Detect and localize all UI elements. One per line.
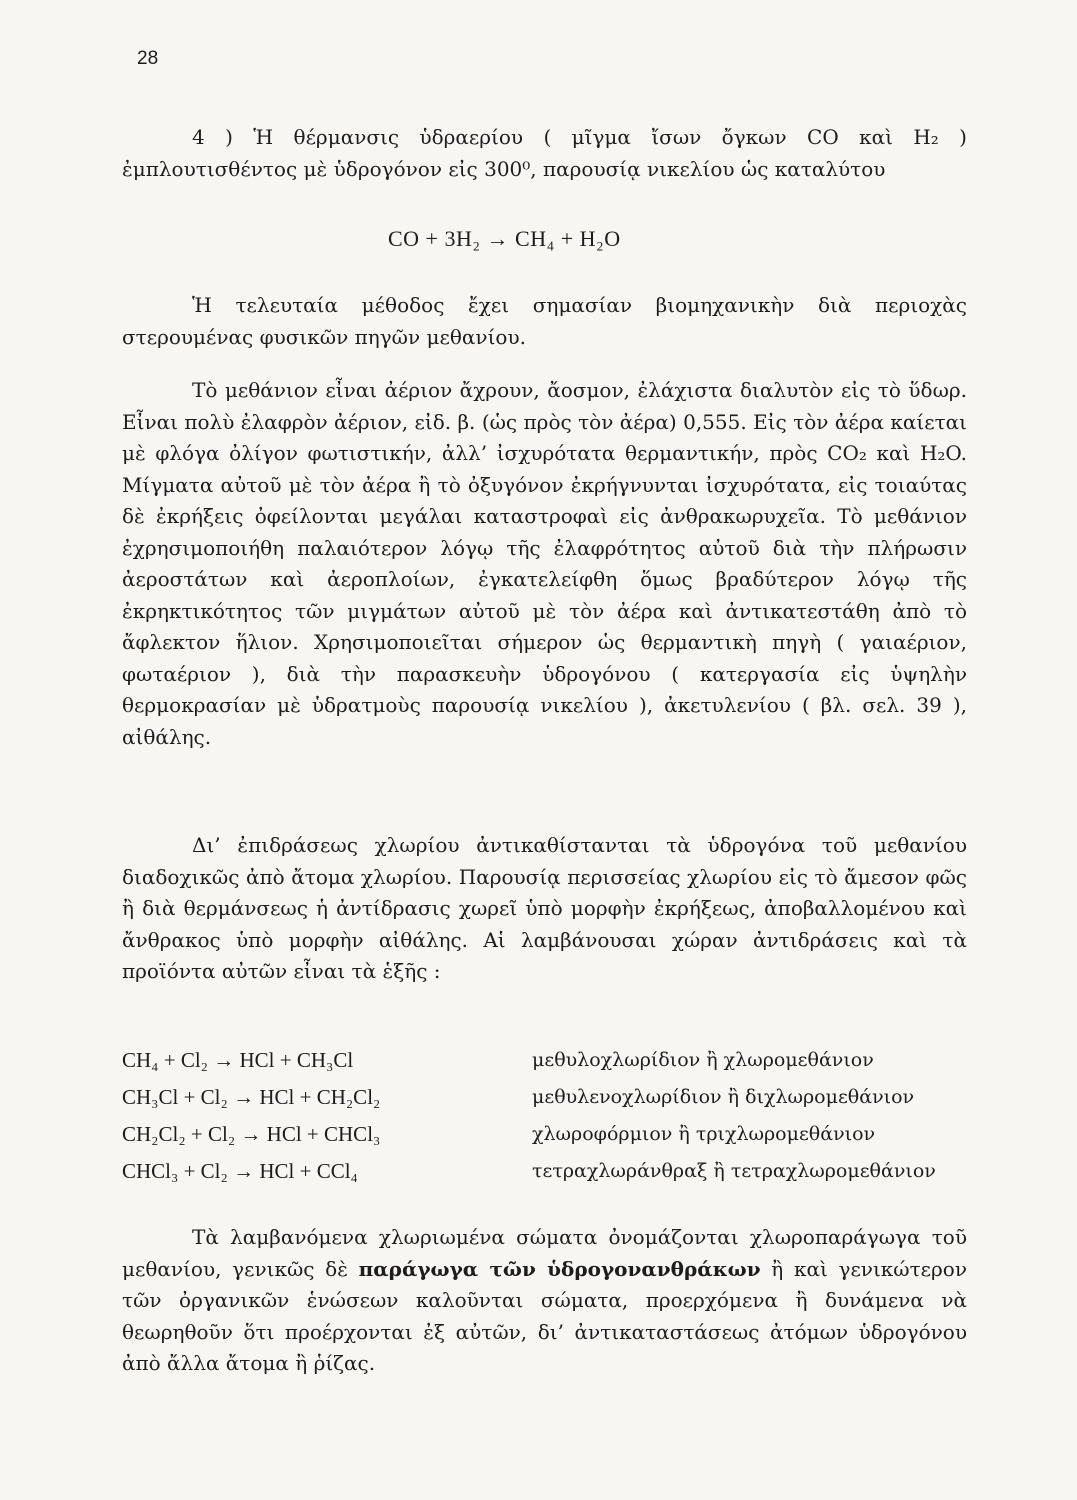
paragraph-text: Τὸ μεθάνιον εἶναι ἀέριον ἄχρουν, ἄοσμον, ἐλάχιστα διαλυτὸν εἰς τὸ ὕδωρ. Εἶναι πολὺ ἐλαφρὸν ἀέριον, εἰδ. β. (ὡς πρὸς τὸν ἀέρα) 0,555. Εἰς τὸν ἀέρα καίεται μὲ φλόγα ὀλίγον φωτιστικήν, ἀλλ’ ἰσχυρότατα θερμαντικήν, πρὸς CO₂ καὶ H₂O. Μίγματα αὐτοῦ μὲ τὸν ἀέρα ἢ τὸ ὀξυγόνον ἐκρήγνυνται ἰσχυρότατα, εἰς τοιαύτας δὲ ἐκρήξεις ὀφείλονται μεγάλαι καταστροφαὶ εἰς ἀνθρακωρυχεῖα. Τὸ μεθάνιον ἐχρησιμοποιήθη παλαιότερον λόγῳ τῆς ἐλαφρότητος αὐτοῦ διὰ τὴν πλήρωσιν ἀεροστάτων καὶ ἀεροπλοίων, ἐγκατελείφθη ὅμως βραδύτερον λόγῳ τῆς ἐκρηκτικότητος τῶν μιγμάτων αὐτοῦ μὲ τὸν ἀέρα καὶ ἀντικατεστάθη ἀπὸ τὸ ἄφλεκτον ἥλιον. Χρησιμοποιεῖται σήμερον ὡς θερμαντικὴ πηγὴ ( γαιαέριον, φωταέριον ), διὰ τὴν παρασκευὴν ὑδρογόνου ( κατεργασία εἰς ὑψηλὴν θερμοκρασίαν μὲ ὑδρατμοὺς παρουσίᾳ νικελίου ), ἀκετυλενίου ( βλ. σελ. 39 ), αἰθάλης. <box>122 378 967 749</box>
reaction-row <box>122 1042 982 1079</box>
reaction-row <box>122 1116 982 1153</box>
bold-term: παράγωγα τῶν ὑδρογονανθράκων <box>358 1256 761 1281</box>
paragraph-methane-properties <box>122 375 967 753</box>
reaction-row <box>122 1079 982 1116</box>
reaction-formula: CH₃Cl + Cl₂ → HCl + CH₂Cl₂ <box>122 1085 381 1109</box>
equation-methanation: CO + 3H₂ → CH₄ + H₂O <box>388 226 621 251</box>
paragraph-text: 4 ) Ἡ θέρμανσις ὑδραερίου ( μῖγμα ἴσων ὄγκων CO καὶ H₂ ) ἐμπλουτισθέντος μὲ ὑδρογόνον εἰς 300⁰, παρουσίᾳ νικελίου ὡς καταλύτου <box>122 125 967 181</box>
reaction-row <box>122 1153 982 1190</box>
paragraph-text: Ἡ τελευταία μέθοδος ἔχει σημασίαν βιομηχανικὴν διὰ περιοχὰς στερουμένας φυσικῶν πηγῶν μεθανίου. <box>122 293 967 349</box>
paragraph-derivatives <box>122 1222 967 1380</box>
reaction-product-name: τετραχλωράνθραξ ἢ τετραχλωρομεθάνιον <box>532 1160 936 1182</box>
paragraph-chlorination <box>122 830 967 988</box>
page-number: 28 <box>137 48 159 69</box>
reaction-list <box>122 1042 982 1190</box>
reaction-product-name: χλωροφόρμιον ἢ τριχλωρομεθάνιον <box>532 1123 876 1145</box>
reaction-formula: CH₂Cl₂ + Cl₂ → HCl + CHCl₃ <box>122 1122 381 1146</box>
reaction-product-name: μεθυλοχλωρίδιον ἢ χλωρομεθάνιον <box>532 1049 874 1071</box>
paragraph-text: Τὰ λαμβανόμενα χλωριωμένα σώματα ὀνομάζονται χλωροπαράγωγα τοῦ μεθανίου, γενικῶς δὲ <box>122 1225 967 1281</box>
reaction-formula: CH₄ + Cl₂ → HCl + CH₃Cl <box>122 1048 354 1072</box>
paragraph-text: Δι’ ἐπιδράσεως χλωρίου ἀντικαθίστανται τὰ ὑδρογόνα τοῦ μεθανίου διαδοχικῶς ἀπὸ ἄτομα χλωρίου. Παρουσίᾳ περισσείας χλωρίου εἰς τὸ ἄμεσον φῶς ἢ διὰ θερμάνσεως ἡ ἀντίδρασις χωρεῖ ὑπὸ μορφὴν ἐκρήξεως, ἀποβαλλομένου καὶ ἄνθρακος ὑπὸ μορφὴν αἰθάλης. Αἱ λαμβάνουσαι χώραν ἀντιδράσεις καὶ τὰ προϊόντα αὐτῶν εἶναι τὰ ἑξῆς : <box>122 833 967 983</box>
reaction-formula: CHCl₃ + Cl₂ → HCl + CCl₄ <box>122 1159 358 1183</box>
paragraph-text: ἢ καὶ γενικώτερον τῶν ὀργανικῶν ἑνώσεων καλοῦνται σώματα, προερχόμενα ἢ δυνάμενα νὰ θεωρηθοῦν ὅτι προέρχονται ἐξ αὐτῶν, δι’ ἀντικαταστάσεως ἀτόμων ὑδρογόνου ἀπὸ ἄλλα ἄτομα ἢ ῥίζας. <box>122 1256 967 1375</box>
reaction-product-name: μεθυλενοχλωρίδιον ἢ διχλωρομεθάνιον <box>532 1086 915 1108</box>
paragraph-heating-watergas <box>122 122 967 185</box>
paragraph-industrial-importance <box>122 290 967 353</box>
